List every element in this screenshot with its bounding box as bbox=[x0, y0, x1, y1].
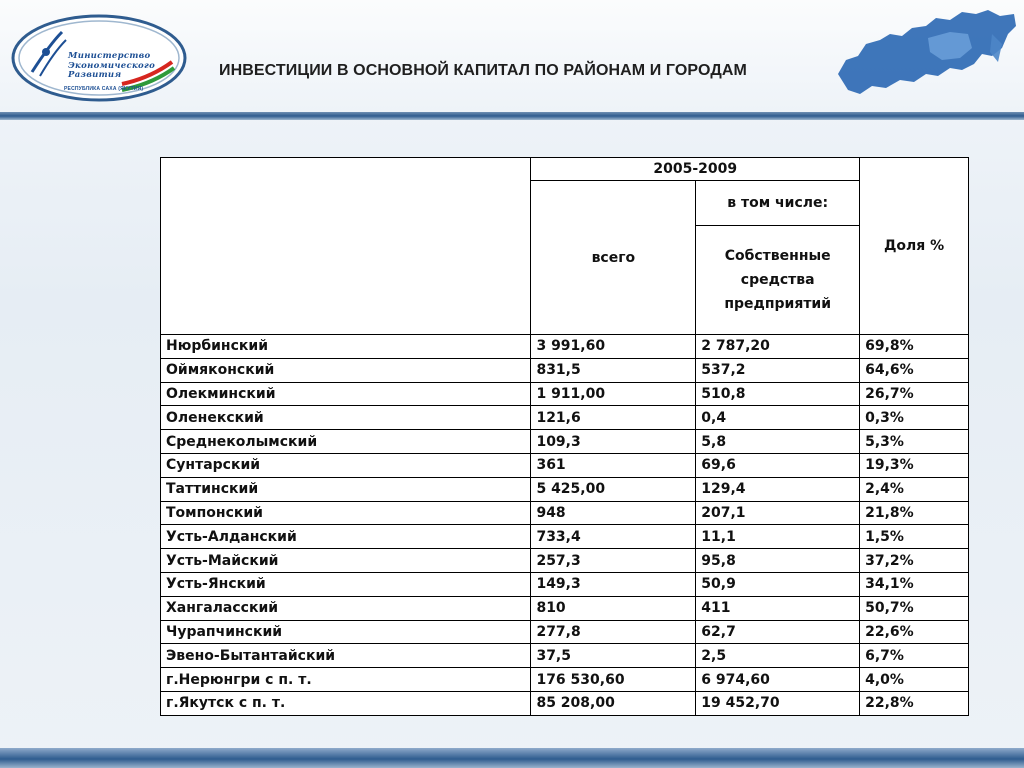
total-cell: 121,6 bbox=[531, 406, 696, 430]
share-cell: 69,8% bbox=[860, 335, 969, 359]
table-row bbox=[161, 477, 969, 501]
share-cell: 64,6% bbox=[860, 358, 969, 382]
logo-line-2: Экономического bbox=[68, 60, 156, 71]
own-funds-cell: 11,1 bbox=[696, 525, 860, 549]
own-funds-cell: 510,8 bbox=[696, 382, 860, 406]
own-funds-cell: 537,2 bbox=[696, 358, 860, 382]
share-cell: 22,8% bbox=[860, 691, 969, 715]
share-cell: 26,7% bbox=[860, 382, 969, 406]
own-funds-cell: 6 974,60 bbox=[696, 668, 860, 692]
table-row bbox=[161, 549, 969, 573]
share-cell: 34,1% bbox=[860, 572, 969, 596]
table-row bbox=[161, 335, 969, 359]
own-funds-cell: 129,4 bbox=[696, 477, 860, 501]
own-funds-cell: 2,5 bbox=[696, 644, 860, 668]
logo-text bbox=[68, 52, 168, 81]
district-name-cell: г.Нерюнгри с п. т. bbox=[161, 668, 531, 692]
share-cell: 2,4% bbox=[860, 477, 969, 501]
table-row bbox=[161, 668, 969, 692]
district-name-cell: Оймяконский bbox=[161, 358, 531, 382]
own-funds-cell: 62,7 bbox=[696, 620, 860, 644]
share-cell: 1,5% bbox=[860, 525, 969, 549]
share-cell: 37,2% bbox=[860, 549, 969, 573]
total-cell: 1 911,00 bbox=[531, 382, 696, 406]
district-name-cell: Оленекский bbox=[161, 406, 531, 430]
page-title: ИНВЕСТИЦИИ В ОСНОВНОЙ КАПИТАЛ ПО РАЙОНАМ И ГОРОДАМ bbox=[219, 62, 747, 79]
table-row bbox=[161, 691, 969, 715]
district-name-cell: Томпонский bbox=[161, 501, 531, 525]
total-cell: 361 bbox=[531, 453, 696, 477]
district-name-cell: Нюрбинский bbox=[161, 335, 531, 359]
own-funds-cell: 207,1 bbox=[696, 501, 860, 525]
district-name-cell: Олекминский bbox=[161, 382, 531, 406]
district-name-cell: Сунтарский bbox=[161, 453, 531, 477]
share-cell: 4,0% bbox=[860, 668, 969, 692]
total-cell: 5 425,00 bbox=[531, 477, 696, 501]
russia-map-icon bbox=[832, 4, 1020, 104]
own-funds-cell: 19 452,70 bbox=[696, 691, 860, 715]
own-funds-cell: 50,9 bbox=[696, 572, 860, 596]
ministry-logo bbox=[10, 14, 188, 102]
total-cell: 948 bbox=[531, 501, 696, 525]
logo-subtitle: РЕСПУБЛИКА САХА (ЯКУТИЯ) bbox=[64, 86, 144, 92]
own-funds-cell: 2 787,20 bbox=[696, 335, 860, 359]
share-cell: 50,7% bbox=[860, 596, 969, 620]
table-row bbox=[161, 358, 969, 382]
district-name-cell: г.Якутск с п. т. bbox=[161, 691, 531, 715]
total-cell: 3 991,60 bbox=[531, 335, 696, 359]
header-total: всего bbox=[531, 181, 696, 335]
district-name-cell: Усть-Алданский bbox=[161, 525, 531, 549]
own-funds-cell: 5,8 bbox=[696, 430, 860, 454]
table-row bbox=[161, 596, 969, 620]
district-name-cell: Усть-Янский bbox=[161, 572, 531, 596]
header-own-funds: Собственные средства предприятий bbox=[696, 226, 860, 335]
table-row bbox=[161, 453, 969, 477]
own-funds-cell: 0,4 bbox=[696, 406, 860, 430]
total-cell: 37,5 bbox=[531, 644, 696, 668]
header-including: в том числе: bbox=[696, 181, 860, 226]
table-row bbox=[161, 572, 969, 596]
total-cell: 733,4 bbox=[531, 525, 696, 549]
logo-line-1: Министерство bbox=[68, 51, 151, 61]
total-cell: 109,3 bbox=[531, 430, 696, 454]
header-period: 2005-2009 bbox=[531, 158, 860, 181]
table-row bbox=[161, 382, 969, 406]
table-row bbox=[161, 525, 969, 549]
share-cell: 0,3% bbox=[860, 406, 969, 430]
table-row bbox=[161, 620, 969, 644]
total-cell: 277,8 bbox=[531, 620, 696, 644]
header-share: Доля % bbox=[860, 158, 969, 335]
share-cell: 5,3% bbox=[860, 430, 969, 454]
district-name-cell: Чурапчинский bbox=[161, 620, 531, 644]
total-cell: 257,3 bbox=[531, 549, 696, 573]
share-cell: 19,3% bbox=[860, 453, 969, 477]
own-funds-cell: 69,6 bbox=[696, 453, 860, 477]
district-name-cell: Эвено-Бытантайский bbox=[161, 644, 531, 668]
table-row bbox=[161, 501, 969, 525]
investment-table bbox=[160, 157, 969, 716]
district-name-cell: Среднеколымский bbox=[161, 430, 531, 454]
header-blank-cell bbox=[161, 158, 531, 335]
total-cell: 85 208,00 bbox=[531, 691, 696, 715]
total-cell: 831,5 bbox=[531, 358, 696, 382]
logo-line-3: Развития bbox=[68, 70, 122, 80]
share-cell: 6,7% bbox=[860, 644, 969, 668]
header-rule bbox=[0, 112, 1024, 120]
total-cell: 176 530,60 bbox=[531, 668, 696, 692]
own-funds-cell: 95,8 bbox=[696, 549, 860, 573]
table-row bbox=[161, 644, 969, 668]
total-cell: 149,3 bbox=[531, 572, 696, 596]
district-name-cell: Таттинский bbox=[161, 477, 531, 501]
share-cell: 21,8% bbox=[860, 501, 969, 525]
own-funds-cell: 411 bbox=[696, 596, 860, 620]
table-row bbox=[161, 406, 969, 430]
district-name-cell: Усть-Майский bbox=[161, 549, 531, 573]
share-cell: 22,6% bbox=[860, 620, 969, 644]
total-cell: 810 bbox=[531, 596, 696, 620]
table-row bbox=[161, 430, 969, 454]
footer-rule bbox=[0, 748, 1024, 768]
district-name-cell: Хангаласский bbox=[161, 596, 531, 620]
